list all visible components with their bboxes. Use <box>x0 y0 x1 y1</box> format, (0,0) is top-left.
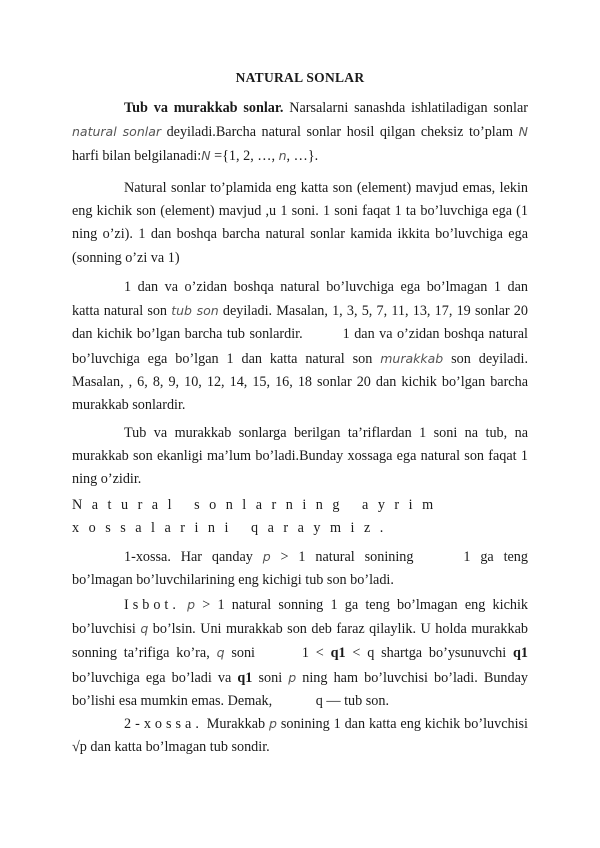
property-2: 2-xossa. Murakkab p sonining 1 dan katta eng kichik bo’luvchisi √p dan katta bo’lmagan tub sondir. <box>72 716 528 756</box>
paragraph-properties-heading: Natural sonlarning ayrim xossalarini qaraymiz. <box>72 497 443 536</box>
property-label: 2-xossa. <box>124 716 203 732</box>
paragraph-one-property: Tub va murakkab sonlarga berilgan ta’riflardan 1 soni na tub, na murakkab son ekanligi ma’lum bo’ladi.Bunday xossaga ega natural son faqat 1 ning o’zidir. <box>72 425 528 488</box>
term-murakkab: murakkab <box>380 350 444 366</box>
section-heading: Tub va murakkab sonlar. <box>124 100 284 116</box>
paragraph-definition: Tub va murakkab sonlar. Narsalarni sanashda ishlatiladigan sonlar natural sonlar deyiladi.Barcha natural sonlar hosil qilgan cheksiz to’plam N harfi bilan belgilanadi:N ={1, 2, …, n, …}. <box>72 100 528 165</box>
property-1: 1-xossa. Har qanday p > 1 natural sonining 1 ga teng bo’lmagan bo’luvchilarining eng kichigi tub son bo’ladi. <box>72 549 528 589</box>
proof-label: Isbot. <box>124 597 180 613</box>
paragraph-smallest-element: Natural sonlar to’plamida eng katta son (element) mavjud emas, lekin eng kichik son (element) mavjud ,u 1 soni. 1 soni faqat 1 ta bo’luvchiga ega (1 ning o’zi). 1 dan boshqa barcha natural sonlar kamida ikkita bo’luvchiga ega (sonning o’zi va 1) <box>72 180 528 266</box>
term-natural-sonlar: natural sonlar <box>72 124 162 140</box>
proof-1: Isbot. p > 1 natural sonning 1 ga teng bo’lmagan eng kichik bo’luvchisi q bo’lsin. Uni murakkab son deb faraz qilaylik. U holda murakkab sonning ta’rifiga ko’ra, q soni 1 < q1 < q shartga bo’ysunuvchi q1 bo’luvchiga ega bo’ladi va q1 soni p ning ham bo’luvchisi bo’ladi. Bunday bo’lishi esa mumkin emas. Demak, q — tub son. <box>72 597 528 709</box>
term-tub-son: tub son <box>171 303 219 319</box>
paragraph-prime-composite: 1 dan va o’zidan boshqa natural bo’luvchiga ega bo’lmagan 1 dan katta natural son tub son deyiladi. Masalan, 1, 3, 5, 7, 11, 13, 17, 19 sonlar 20 dan kichik bo’lgan barcha tub sonlardir. 1 dan va o’zidan boshqa natural bo’luvchiga ega bo’lgan 1 dan katta natural son murakkab son deyiladi. Masalan, , 6, 8, 9, 10, 12, 14, 15, 16, 18 sonlar 20 dan kichik bo’lgan barcha murakkab sonlardir. <box>72 279 528 414</box>
page-title: NATURAL SONLAR <box>235 70 365 85</box>
